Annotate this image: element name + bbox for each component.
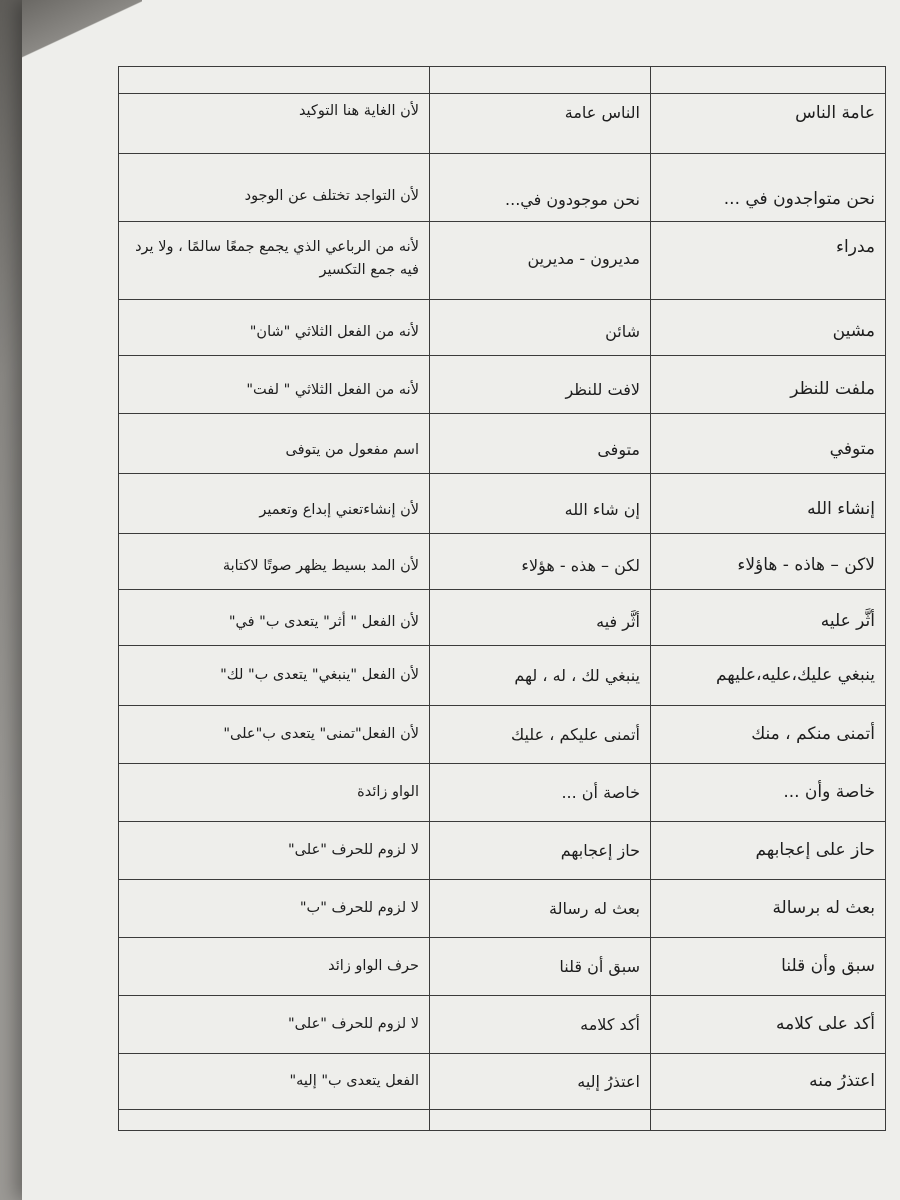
sheet-corner-shadow [22,0,142,70]
correct-usage-cell: بعث له رسالة [430,880,651,938]
table-spacer-row-bottom [119,1110,886,1131]
header-correct-usage: الناس عامة [430,94,651,154]
empty-cell [430,1110,651,1131]
correct-usage-cell: إن شاء الله [430,474,651,534]
empty-cell [119,67,430,94]
reason-cell: لا لزوم للحرف "على" [119,822,430,880]
wrong-usage-cell: أتمنى منكم ، منك [651,706,886,764]
wrong-usage-cell: أكد على كلامه [651,996,886,1054]
reason-cell: لأن المد بسيط يظهر صوتًا لاكتابة [119,534,430,590]
correct-usage-cell: حاز إعجابهم [430,822,651,880]
table-row [119,996,886,1054]
header-wrong-usage: عامة الناس [651,94,886,154]
wrong-usage-cell: نحن متواجدون في ... [651,154,886,222]
correct-usage-cell: لافت للنظر [430,356,651,414]
wrong-usage-cell: حاز على إعجابهم [651,822,886,880]
table-row [119,880,886,938]
correct-usage-cell: أتمنى عليكم ، عليك [430,706,651,764]
correct-usage-cell: اعتذرُ إليه [430,1054,651,1110]
table-header-row [119,94,886,154]
reason-cell: لأن التواجد تختلف عن الوجود [119,154,430,222]
table-row [119,534,886,590]
correct-usage-cell: أثَّر فيه [430,590,651,646]
reason-cell: اسم مفعول من يتوفى [119,414,430,474]
table-spacer-row-top [119,67,886,94]
empty-cell [119,1110,430,1131]
table-row [119,646,886,706]
table-row [119,590,886,646]
empty-cell [651,67,886,94]
table-row [119,822,886,880]
empty-cell [651,1110,886,1131]
table-row [119,1054,886,1110]
corrections-table [118,66,886,1131]
correct-usage-cell: لكن – هذه - هؤلاء [430,534,651,590]
wrong-usage-cell: ملفت للنظر [651,356,886,414]
wrong-usage-cell: إنشاء الله [651,474,886,534]
wrong-usage-cell: خاصة وأن ... [651,764,886,822]
correct-usage-cell: خاصة أن ... [430,764,651,822]
correct-usage-cell: مديرون - مديرين [430,222,651,300]
wrong-usage-cell: سبق وأن قلنا [651,938,886,996]
wrong-usage-cell: أثَّر عليه [651,590,886,646]
reason-cell: الواو زائدة [119,764,430,822]
reason-cell: لأن إنشاءتعني إبداع وتعمير [119,474,430,534]
table-row [119,154,886,222]
correct-usage-cell: أكد كلامه [430,996,651,1054]
reason-cell: الفعل يتعدى ب" إليه" [119,1054,430,1110]
wrong-usage-cell: مشين [651,300,886,356]
table-row [119,764,886,822]
reason-cell: لا لزوم للحرف "على" [119,996,430,1054]
reason-cell: لأن الفعل " أثر" يتعدى ب" في" [119,590,430,646]
header-reason: لأن الغاية هنا التوكيد [119,94,430,154]
wrong-usage-cell: مدراء [651,222,886,300]
table-row [119,356,886,414]
table-row [119,300,886,356]
reason-cell: لأن الفعل "ينبغي" يتعدى ب" لك" [119,646,430,706]
wrong-usage-cell: بعث له برسالة [651,880,886,938]
reason-cell: لأنه من الفعل الثلاثي " لفت" [119,356,430,414]
reason-cell: لأن الفعل"تمنى" يتعدى ب"على" [119,706,430,764]
reason-cell: لأنه من الفعل الثلاثي "شان" [119,300,430,356]
wrong-usage-cell: لاكن – هاذه - هاؤلاء [651,534,886,590]
table-row [119,222,886,300]
correct-usage-cell: نحن موجودون في... [430,154,651,222]
correct-usage-cell: متوفى [430,414,651,474]
wrong-usage-cell: اعتذرُ منه [651,1054,886,1110]
table-row [119,938,886,996]
wrong-usage-cell: متوفي [651,414,886,474]
correct-usage-cell: شائن [430,300,651,356]
reason-cell: لأنه من الرباعي الذي يجمع جمعًا سالمًا ، ولا يرد فيه جمع التكسير [119,222,430,300]
reason-cell: لا لزوم للحرف "ب" [119,880,430,938]
table-row [119,706,886,764]
empty-cell [430,67,651,94]
reason-cell: حرف الواو زائد [119,938,430,996]
table-row [119,474,886,534]
correct-usage-cell: سبق أن قلنا [430,938,651,996]
correct-usage-cell: ينبغي لك ، له ، لهم [430,646,651,706]
table-row [119,414,886,474]
wrong-usage-cell: ينبغي عليك،عليه،عليهم [651,646,886,706]
